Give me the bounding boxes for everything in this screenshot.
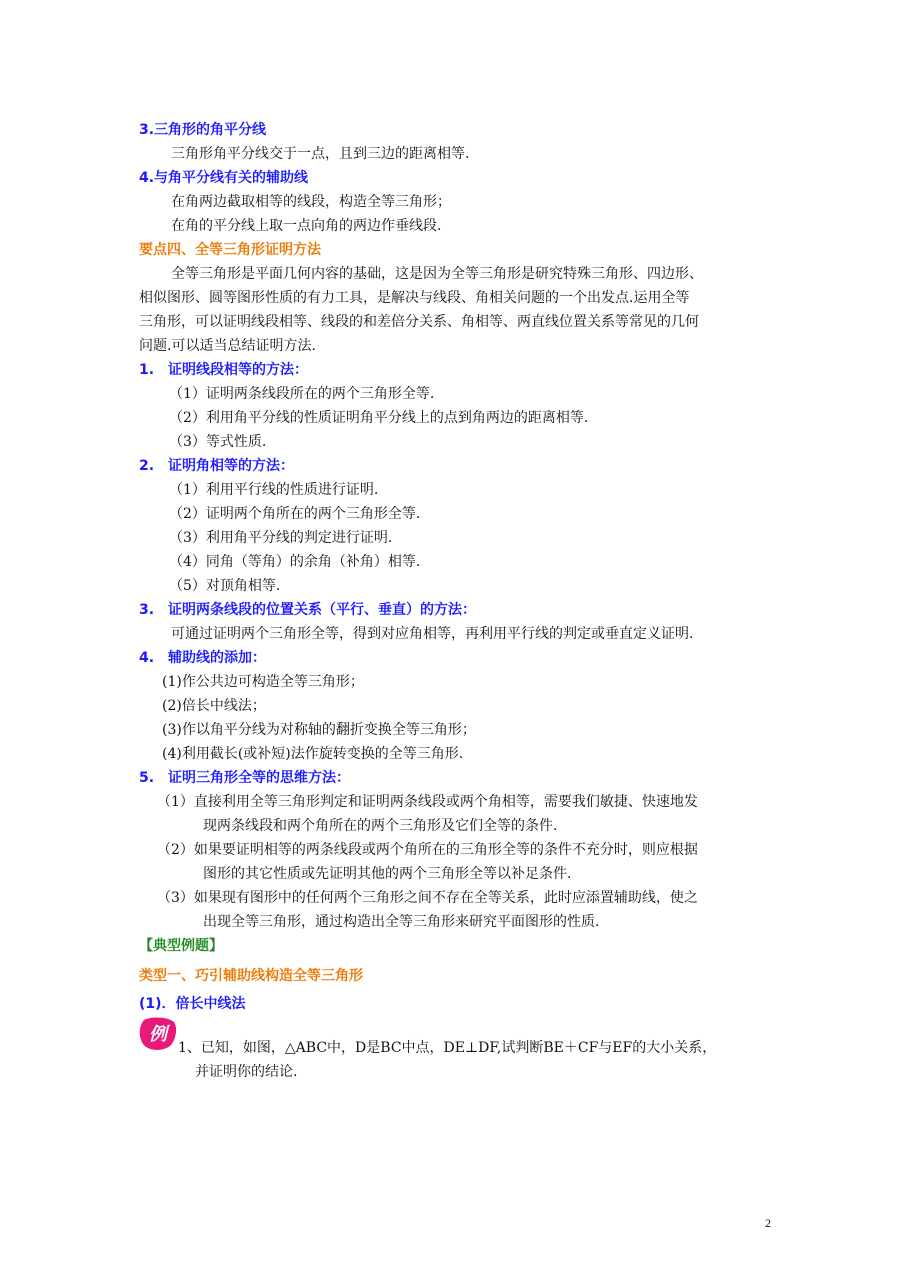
heading-auxiliary-lines: 4.与角平分线有关的辅助线 (139, 170, 309, 186)
list-item: （3）如果现有图形中的任何两个三角形之间不存在全等关系，此时应添置辅助线，使之 (157, 890, 698, 906)
paragraph: 相似图形、圆等图形性质的有力工具，是解决与线段、角相关问题的一个出发点.运用全等 (139, 290, 690, 306)
example-question: 1、已知，如图，△ABC中，D是BC中点，DE⊥DF,试判断BE＋CF与EF的大小关系， (178, 1040, 717, 1056)
example-question-continuation: 并证明你的结论. (195, 1064, 298, 1080)
list-item: （1）证明两条线段所在的两个三角形全等. (169, 386, 435, 402)
example-badge-label: 例 (149, 1024, 167, 1045)
list-item-continuation: 图形的其它性质或先证明其他的两个三角形全等以补足条件. (203, 866, 572, 882)
page-number: 2 (765, 1216, 771, 1230)
list-item: （2）证明两个角所在的两个三角形全等. (169, 506, 421, 522)
type-one-heading: 类型一、巧引辅助线构造全等三角形 (139, 968, 363, 984)
heading-position-relation: 3. 证明两条线段的位置关系（平行、垂直）的方法： (139, 602, 477, 618)
paragraph: 三角形角平分线交于一点，且到三边的距离相等. (171, 146, 470, 162)
paragraph: 在角的平分线上取一点向角的两边作垂线段. (171, 218, 442, 234)
list-item-continuation: 出现全等三角形，通过构造出全等三角形来研究平面图形的性质. (203, 914, 600, 930)
list-item: （1）利用平行线的性质进行证明. (169, 482, 379, 498)
list-item: （3）等式性质. (169, 434, 267, 450)
list-item: (2)倍长中线法； (162, 698, 266, 714)
typical-examples-heading: 【典型例题】 (139, 938, 223, 954)
list-item: （3）利用角平分线的判定进行证明. (169, 530, 393, 546)
list-item: （4）同角（等角）的余角（补角）相等. (169, 554, 421, 570)
heading-adding-aux-lines: 4. 辅助线的添加： (139, 650, 267, 666)
list-item: （1）直接利用全等三角形判定和证明两条线段或两个角相等，需要我们敏捷、快速地发 (157, 794, 698, 810)
median-doubling-heading: (1)．倍长中线法 (139, 996, 246, 1012)
heading-segment-equality: 1. 证明线段相等的方法： (139, 362, 309, 378)
heading-thinking-methods: 5. 证明三角形全等的思维方法： (139, 770, 351, 786)
paragraph: 可通过证明两个三角形全等，得到对应角相等，再利用平行线的判定或垂直定义证明. (171, 626, 694, 642)
list-item: （2）如果要证明相等的两条线段或两个角所在的三角形全等的条件不充分时，则应根据 (157, 842, 698, 858)
paragraph: 三角形，可以证明线段相等、线段的和差倍分关系、角相等、两直线位置关系等常见的几何 (139, 314, 699, 330)
list-item: （5）对顶角相等. (169, 578, 281, 594)
paragraph: 在角两边截取相等的线段，构造全等三角形； (171, 194, 451, 210)
list-item: （2）利用角平分线的性质证明角平分线上的点到角两边的距离相等. (169, 410, 589, 426)
heading-angle-equality: 2. 证明角相等的方法： (139, 458, 295, 474)
heading-angle-bisector: 3.三角形的角平分线 (139, 122, 267, 138)
list-item: (1)作公共边可构造全等三角形； (162, 674, 364, 690)
list-item: (4)利用截长(或补短)法作旋转变换的全等三角形. (162, 746, 464, 762)
list-item: (3)作以角平分线为对称轴的翻折变换全等三角形； (162, 722, 476, 738)
section-heading-proof-methods: 要点四、全等三角形证明方法 (139, 242, 321, 258)
list-item-continuation: 现两条线段和两个角所在的两个三角形及它们全等的条件. (203, 818, 558, 834)
paragraph: 问题.可以适当总结证明方法. (139, 338, 316, 354)
example-badge-icon (138, 1016, 178, 1052)
paragraph: 全等三角形是平面几何内容的基础，这是因为全等三角形是研究特殊三角形、四边形、 (171, 266, 703, 282)
